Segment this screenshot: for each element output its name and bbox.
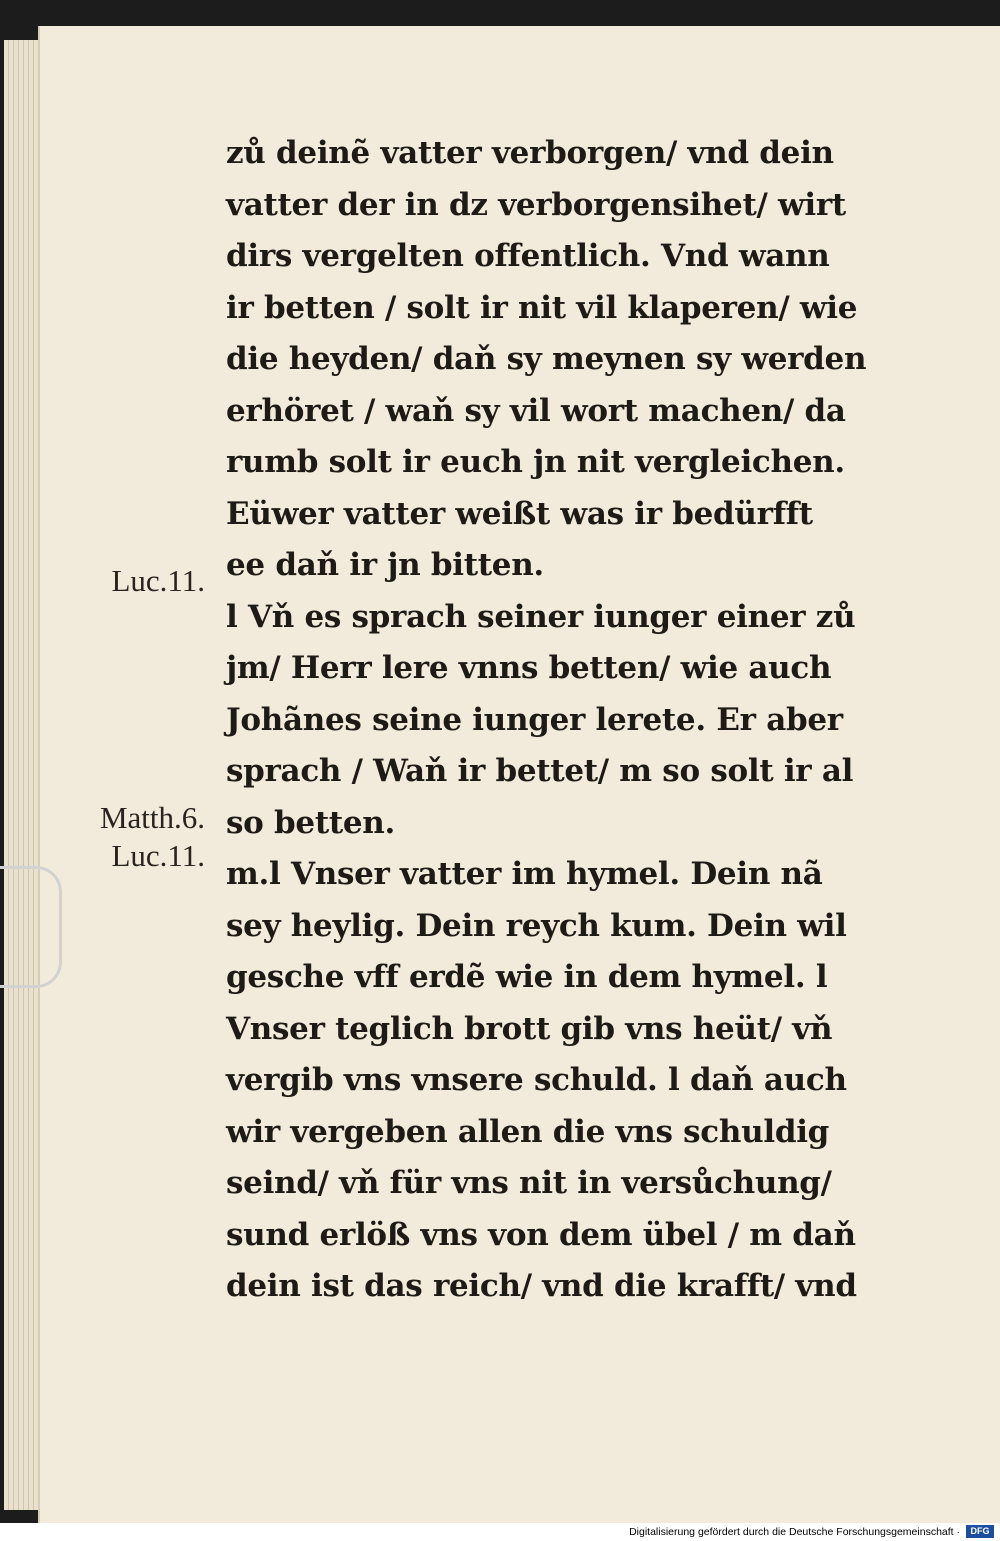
- main-text: [226, 128, 926, 1313]
- text-line: dirs vergelten offentlich. Vnd wann: [226, 238, 830, 274]
- margin-note-matth: Matth.6.: [99, 800, 205, 835]
- margin-note-luc-1: Luc.11.: [111, 563, 205, 598]
- paper-clip: [0, 866, 62, 988]
- text-line: Eüwer vatter weißt was ir bedürfft: [226, 495, 813, 532]
- text-line: erhöret / waň sy vil wort machen/ da: [226, 392, 846, 429]
- text-line: sprach / Waň ir bettet/ m so solt ir al: [226, 753, 854, 789]
- text-line: so betten.: [226, 804, 396, 841]
- text-line: m.l Vnser vatter im hymel. Dein nã: [226, 856, 823, 892]
- text-line: jm/ Herr lere vnns betten/ wie auch: [226, 650, 832, 686]
- text-line: rumb solt ir euch jn nit vergleichen.: [226, 444, 845, 480]
- text-line: vergib vns vnsere schuld. l daň auch: [226, 1062, 847, 1098]
- text-line: sey heylig. Dein reych kum. Dein wil: [226, 907, 847, 944]
- text-line: wir vergeben allen die vns schuldig: [226, 1113, 830, 1150]
- text-line: zů deinẽ vatter verborgen/ vnd dein: [226, 135, 834, 171]
- funding-credit: Digitalisierung gefördert durch die Deutsche Forschungsgemeinschaft ·: [629, 1526, 960, 1538]
- text-line: ee daň ir jn bitten.: [226, 547, 544, 583]
- text-line: seind/ vň für vns nit in versůchung/: [226, 1165, 832, 1201]
- margin-note-luc-2: Luc.11.: [111, 838, 205, 873]
- text-line: die heyden/ daň sy meynen sy werden: [226, 341, 867, 377]
- page-edges: [4, 40, 38, 1510]
- text-line: dein ist das reich/ vnd die krafft/ vnd: [226, 1268, 857, 1304]
- dfg-logo-icon: DFG: [966, 1525, 994, 1538]
- text-line: l Vň es sprach seiner iunger einer zů: [226, 598, 856, 635]
- text-line: Johãnes seine iunger lerete. Er aber: [226, 701, 843, 738]
- footer-bar: [0, 1523, 1000, 1541]
- text-line: ir betten / solt ir nit vil klaperen/ wie: [226, 289, 858, 326]
- text-line: sund erlöß vns von dem übel / m daň: [226, 1216, 856, 1253]
- text-line: gesche vff erdẽ wie in dem hymel. l: [226, 959, 828, 995]
- text-line: Vnser teglich brott gib vns heüt/ vň: [226, 1010, 833, 1047]
- text-line: vatter der in dz verborgensihet/ wirt: [226, 186, 846, 223]
